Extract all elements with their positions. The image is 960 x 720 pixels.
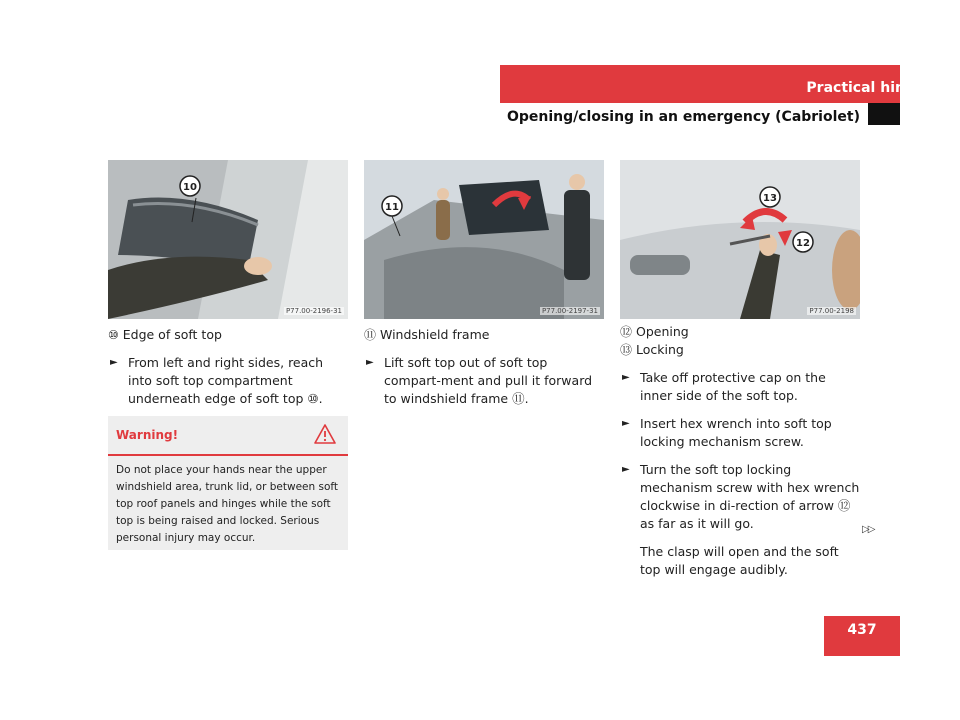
page-title: Opening/closing in an emergency (Cabriolet) (506, 109, 860, 125)
step-arrow-icon: ► (110, 357, 118, 368)
step-arrow-icon: ► (622, 464, 630, 475)
column-2 (364, 326, 604, 408)
column-3 (620, 323, 860, 579)
step-text: From left and right sides, reach into soft top compartment underneath edge of soft top (128, 355, 324, 406)
step-text: Insert hex wrench into soft top locking mechanism screw. (640, 416, 832, 449)
callout-number: 12 (796, 238, 810, 249)
warning-body: Do not place your hands near the upper windshield area, trunk lid, or between soft top roof panels and hinges while the soft top is being raised and locked. Serious personal injury may occur. (116, 464, 339, 544)
caption-text: Opening (636, 324, 689, 339)
warning-triangle-icon (314, 424, 336, 444)
caption-text: Locking (636, 342, 684, 357)
step-text: Lift soft top out of soft top compart-ment and pull it forward to windshield frame (384, 355, 593, 406)
figure-windshield-frame (364, 160, 604, 319)
continue-icon: ▷▷ (862, 524, 874, 535)
header-black-block (868, 103, 900, 125)
figure-code: P77.00-2196-31 (285, 307, 342, 315)
page-number: 437 (824, 616, 900, 656)
illustration-soft-top-edge (108, 160, 348, 319)
figure-code: P77.00-2198 (809, 307, 854, 315)
step-arrow-icon: ► (622, 418, 630, 429)
warning-header (108, 416, 348, 456)
callout-ref: ⑪ (512, 391, 525, 406)
step-arrow-icon: ► (622, 372, 630, 383)
step-text-end: as far as it will go. (640, 516, 754, 531)
callout-ref: ⑫ (837, 498, 851, 513)
column-1 (108, 326, 348, 408)
result-note: The clasp will open and the soft top will engage audibly. (640, 544, 839, 577)
caption-text: Edge of soft top (122, 327, 222, 342)
figure-locking-mechanism (620, 160, 860, 319)
callout-ref: ⑩ (108, 328, 119, 342)
figure-soft-top-edge (108, 160, 348, 319)
caption-text: Windshield frame (380, 327, 490, 342)
step-text: Turn the soft top locking mechanism screw with hex wrench clockwise in di-rection of arrow (640, 462, 860, 513)
instruction-step (620, 369, 860, 405)
callout-number: 11 (385, 202, 399, 213)
caption-opening (620, 323, 860, 341)
step-text: Take off protective cap on the inner side of the soft top. (640, 370, 826, 403)
callout-number: 13 (763, 193, 777, 204)
callout-ref: ⑩ (307, 391, 319, 406)
illustration-windshield-frame (364, 160, 604, 319)
callout-ref: ⑫ (620, 325, 633, 339)
step-text-end: . (524, 391, 529, 406)
caption-locking (620, 341, 860, 359)
illustration-locking-mechanism (620, 160, 860, 319)
callout-ref: ⑪ (364, 328, 377, 342)
step-arrow-icon: ► (366, 357, 374, 368)
instruction-step (620, 415, 860, 451)
step-text-end: . (318, 391, 323, 406)
callout-ref: ⑬ (620, 343, 633, 357)
warning-title: Warning! (116, 428, 179, 442)
warning-box (108, 416, 348, 550)
instruction-step (620, 461, 860, 533)
instruction-step (364, 354, 604, 408)
caption-edge-of-soft-top (108, 326, 348, 344)
section-title: Practical hints (806, 80, 920, 96)
instruction-step (108, 354, 348, 408)
figure-code: P77.00-2197-31 (541, 307, 598, 315)
caption-windshield-frame (364, 326, 604, 344)
callout-number: 10 (183, 182, 197, 193)
